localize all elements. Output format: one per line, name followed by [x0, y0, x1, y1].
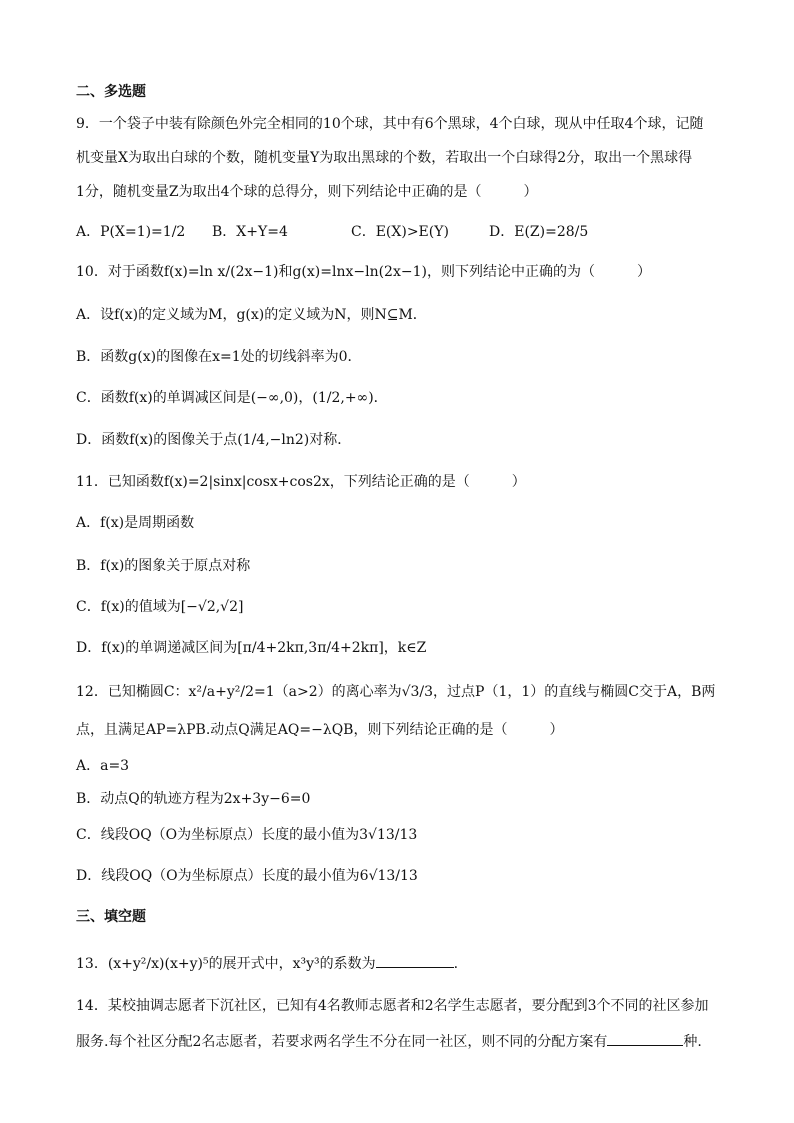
q10-stem: 10．对于函数f(x)=ln x/(2x−1)和g(x)=lnx−ln(2x−1)，则下列结论中正确的为（ ） — [76, 264, 651, 280]
q14-end: 种. — [683, 1034, 702, 1050]
q14-line-1: 14．某校抽调志愿者下沉社区，已知有4名教师志愿者和2名学生志愿者，要分配到3个不同的社区参加 — [76, 998, 709, 1014]
q13-answer-blank — [376, 952, 454, 968]
q12-option-a: A．a=3 — [76, 758, 130, 774]
q9-option-c: C．E(X)>E(Y) — [351, 224, 449, 240]
q14-answer-blank — [607, 1030, 683, 1046]
q12-line-1: 12．已知椭圆C：x²/a+y²/2=1（a>2）的离心率为√3/3，过点P（1，1）的直线与椭圆C交于A，B两 — [76, 684, 716, 700]
q11-option-d: D．f(x)的单调递减区间为[π/4+2kπ,3π/4+2kπ]，k∈Z — [76, 640, 427, 656]
section-title-fill-in: 三、填空题 — [76, 909, 146, 925]
q9-options — [76, 222, 726, 242]
q9-option-b: B．X+Y=4 — [212, 224, 288, 240]
q9-line-2: 机变量X为取出白球的个数，随机变量Y为取出黑球的个数，若取出一个白球得2分，取出一个黑球得 — [76, 150, 693, 166]
q12-option-b: B．动点Q的轨迹方程为2x+3y−6=0 — [76, 791, 311, 807]
q9-option-a: A．P(X=1)=1/2 — [76, 224, 186, 240]
q9-option-d: D．E(Z)=28/5 — [489, 224, 589, 240]
q11-option-b: B．f(x)的图象关于原点对称 — [76, 558, 251, 574]
q13-end: . — [453, 956, 459, 972]
q11-stem: 11．已知函数f(x)=2|sinx|cosx+cos2x，下列结论正确的是（ ） — [76, 474, 526, 490]
q10-option-a: A．设f(x)的定义域为M，g(x)的定义域为N，则N⊆M． — [76, 307, 427, 323]
q10-option-d: D．函数f(x)的图像关于点(1/4,−ln2)对称． — [76, 432, 352, 448]
q11-option-c: C．f(x)的值域为[−√2,√2] — [76, 599, 244, 615]
q14-line-2 — [76, 1030, 726, 1052]
q13 — [76, 952, 726, 974]
q10-option-c: C．函数f(x)的单调减区间是(−∞,0)，(1/2,+∞)． — [76, 390, 388, 406]
q10-option-b: B．函数g(x)的图像在x=1处的切线斜率为0． — [76, 349, 362, 365]
q9-line-3: 1分，随机变量Z为取出4个球的总得分，则下列结论中正确的是（ ） — [76, 184, 538, 200]
q13-text: 13．(x+y²/x)(x+y)⁵的展开式中，x³y³的系数为 — [76, 956, 376, 972]
q12-line-2: 点，且满足AP=λPB.动点Q满足AQ=−λQB，则下列结论正确的是（ ） — [76, 722, 564, 738]
section-title-multiple-choice: 二、多选题 — [76, 84, 146, 100]
q12-option-d: D．线段OQ（O为坐标原点）长度的最小值为6√13/13 — [76, 868, 418, 884]
q11-option-a: A．f(x)是周期函数 — [76, 515, 195, 531]
q14-text: 服务.每个社区分配2名志愿者，若要求两名学生不分在同一社区，则不同的分配方案有 — [76, 1034, 608, 1050]
q12-option-c: C．线段OQ（O为坐标原点）长度的最小值为3√13/13 — [76, 827, 418, 843]
q9-line-1: 9．一个袋子中装有除颜色外完全相同的10个球，其中有6个黑球，4个白球，现从中任取4个球，记随 — [76, 116, 704, 132]
